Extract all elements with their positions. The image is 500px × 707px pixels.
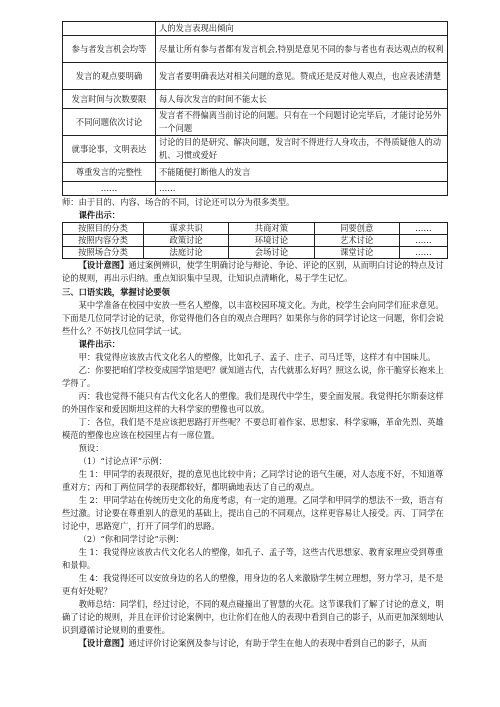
table-row: [63, 36, 448, 63]
rule-desc: 尽量让所有参与者都有发言机会,特别是意见不同的参与者也有表达观点的权利: [156, 36, 448, 63]
type-cell: ……: [399, 235, 447, 247]
table-row: [63, 136, 448, 163]
type-cell: 谋求共识: [144, 223, 229, 235]
preset-2-title: （2）“你和同学讨论”示例：: [78, 534, 184, 544]
rule-desc: 人的发言表现出倾向: [156, 22, 448, 36]
design-text: 通过评价讨论案例及参与讨论，有助于学生在他人的表现中看到自己的影子，从而: [128, 638, 428, 648]
rule-name: 尊重发言的完整性: [63, 163, 156, 182]
table-row: [63, 247, 448, 259]
preset-label: 预设：: [78, 443, 104, 453]
type-cell: 共商对策: [229, 223, 314, 235]
design-text: 通过案例辨识，使学生明确讨论与辩论、争论、评论的区别，从而明白讨论的特点及讨论的规则，再出示归纳。重点知识集中呈现，让知识点清晰化，易于学生记忆。: [62, 260, 444, 283]
rule-name: 就事论事，文明表达: [63, 136, 156, 163]
student-comment: 生 1：甲同学的表现很好，提的意见也比较中肯；乙同学讨论的语气生硬，对人态度不好，不知道尊重对方；丙和丁两位同学的表现都较好，都明确地表达了自己的观点。: [62, 469, 444, 492]
teacher-note: 师：由于目的、内容、场合的不同，讨论还可以分为很多类型。: [62, 197, 295, 207]
rule-name: [63, 22, 156, 36]
table-row: [63, 182, 448, 196]
type-cell: 政策讨论: [144, 235, 229, 247]
design-intent-2: [62, 637, 448, 650]
design-label: 【设计意图】: [78, 638, 129, 648]
table-row: [63, 22, 448, 36]
section-intro: 某中学准备在校园中安放一些名人塑像，以丰富校园环境文化。为此，校学生会向同学们征求意见。下面是几位同学讨论的记录，你觉得他们各自的观点合理吗？如果你与你的同学讨论这一问题，你们会说些什么？不妨找几位同学试一试。: [62, 300, 444, 336]
courseware-label: 课件出示：: [78, 339, 121, 349]
type-cell: 会场讨论: [229, 247, 314, 259]
student-comment: 生 1：我觉得应该放古代文化名人的塑像，如孔子、孟子等，这些古代思想家、教育家理应受到尊重和景仰。: [62, 547, 444, 570]
rule-name: 发言的观点要明确: [63, 63, 156, 90]
table-row: [63, 109, 448, 136]
rule-desc: 发言者要明确表达对相关问题的意见。赞成还是反对他人观点，也应表述清楚: [156, 63, 448, 90]
rule-desc: 讨论的目的是研究、解决问题，发言时不得进行人身攻击，不得质疑他人的动机、习惯或爱好: [156, 136, 448, 163]
rule-desc: 发言者不得偏离当前讨论的问题。只有在一个问题讨论完毕后，才能讨论另外一个问题: [156, 109, 448, 136]
student-comment: 生 4：我觉得还可以安放身边的名人的塑像，用身边的名人来激励学生树立理想，努力学习，是不是更有好处呢？: [62, 573, 444, 596]
speech-jia: 甲：我觉得应该放古代文化名人的塑像，比如孔子、孟子、庄子、司马迁等，这样才有中国味儿。: [78, 352, 436, 362]
table-row: [63, 90, 448, 109]
rule-name: 不同问题依次讨论: [63, 109, 156, 136]
document-page: [62, 21, 448, 650]
student-comment: 生 2：甲同学站在传统历史文化的角度考虑，有一定的道理。乙同学和甲同学的想法不一致，语言有些过激。讨论要在尊重别人的意见的基础上，提出自己的不同观点，这样更容易让人接受。丙、丁同学在讨论中，思路宽广，打开了同学们的思路。: [62, 495, 444, 531]
table-row: [63, 63, 448, 90]
type-cell: ……: [399, 247, 447, 259]
courseware-label: 课件出示：: [78, 210, 121, 220]
type-cell: 按照场合分类: [63, 247, 144, 259]
design-intent-1: [62, 259, 448, 285]
section-title: 三、口语实践，掌握讨论要领: [62, 287, 170, 297]
table-row: [63, 223, 448, 235]
discussion-rules-table: [62, 21, 448, 196]
type-cell: ……: [399, 223, 447, 235]
table-row: [63, 163, 448, 182]
rule-desc: 不能随便打断他人的发言: [156, 163, 448, 182]
type-cell: 同要创意: [314, 223, 399, 235]
type-cell: 按照内容分类: [63, 235, 144, 247]
teacher-summary: 教师总结：同学们，经过讨论，不同的观点碰撞出了智慧的火花。这节课我们了解了讨论的意义，明确了讨论的规则，并且在评价讨论案例中，也让你们在他人的表现中看到自己的影子，从而更加深刻地认识到遵循讨论规则的重要性。: [62, 599, 444, 635]
type-cell: 课堂讨论: [314, 247, 399, 259]
speech-yi: 乙：你要把咱们学校变成国学馆是吧？就知道古代，古代就那么好吗？照这么说，你干脆穿长袍来上学得了。: [62, 365, 444, 388]
discussion-types-table: [62, 222, 448, 259]
speech-bing: 丙：我也觉得不能只有古代文化名人的塑像。我们是现代中学生，要全面发展。我觉得托尔斯泰这样的外国作家和爱因斯坦这样的大科学家的塑像也可以放。: [62, 391, 444, 414]
speech-ding: 丁：各位，我们是不是应该把思路打开些呢？不要总盯着作家、思想家、科学家嘛，革命先烈、英雄模范的塑像也应该在校园里占有一席位置。: [62, 417, 444, 440]
rule-name: 参与者发言机会均等: [63, 36, 156, 63]
type-cell: 按照目的分类: [63, 223, 144, 235]
rule-name: ……: [63, 182, 156, 196]
rule-desc: ……: [156, 182, 448, 196]
type-cell: 法庭讨论: [144, 247, 229, 259]
type-cell: 环境讨论: [229, 235, 314, 247]
rule-desc: 每人每次发言的时间不能太长: [156, 90, 448, 109]
type-cell: 艺术讨论: [314, 235, 399, 247]
rule-name: 发言时间与次数要限: [63, 90, 156, 109]
table-row: [63, 235, 448, 247]
preset-1-title: （1）“讨论点评”示例：: [78, 456, 168, 466]
design-label: 【设计意图】: [78, 260, 129, 270]
